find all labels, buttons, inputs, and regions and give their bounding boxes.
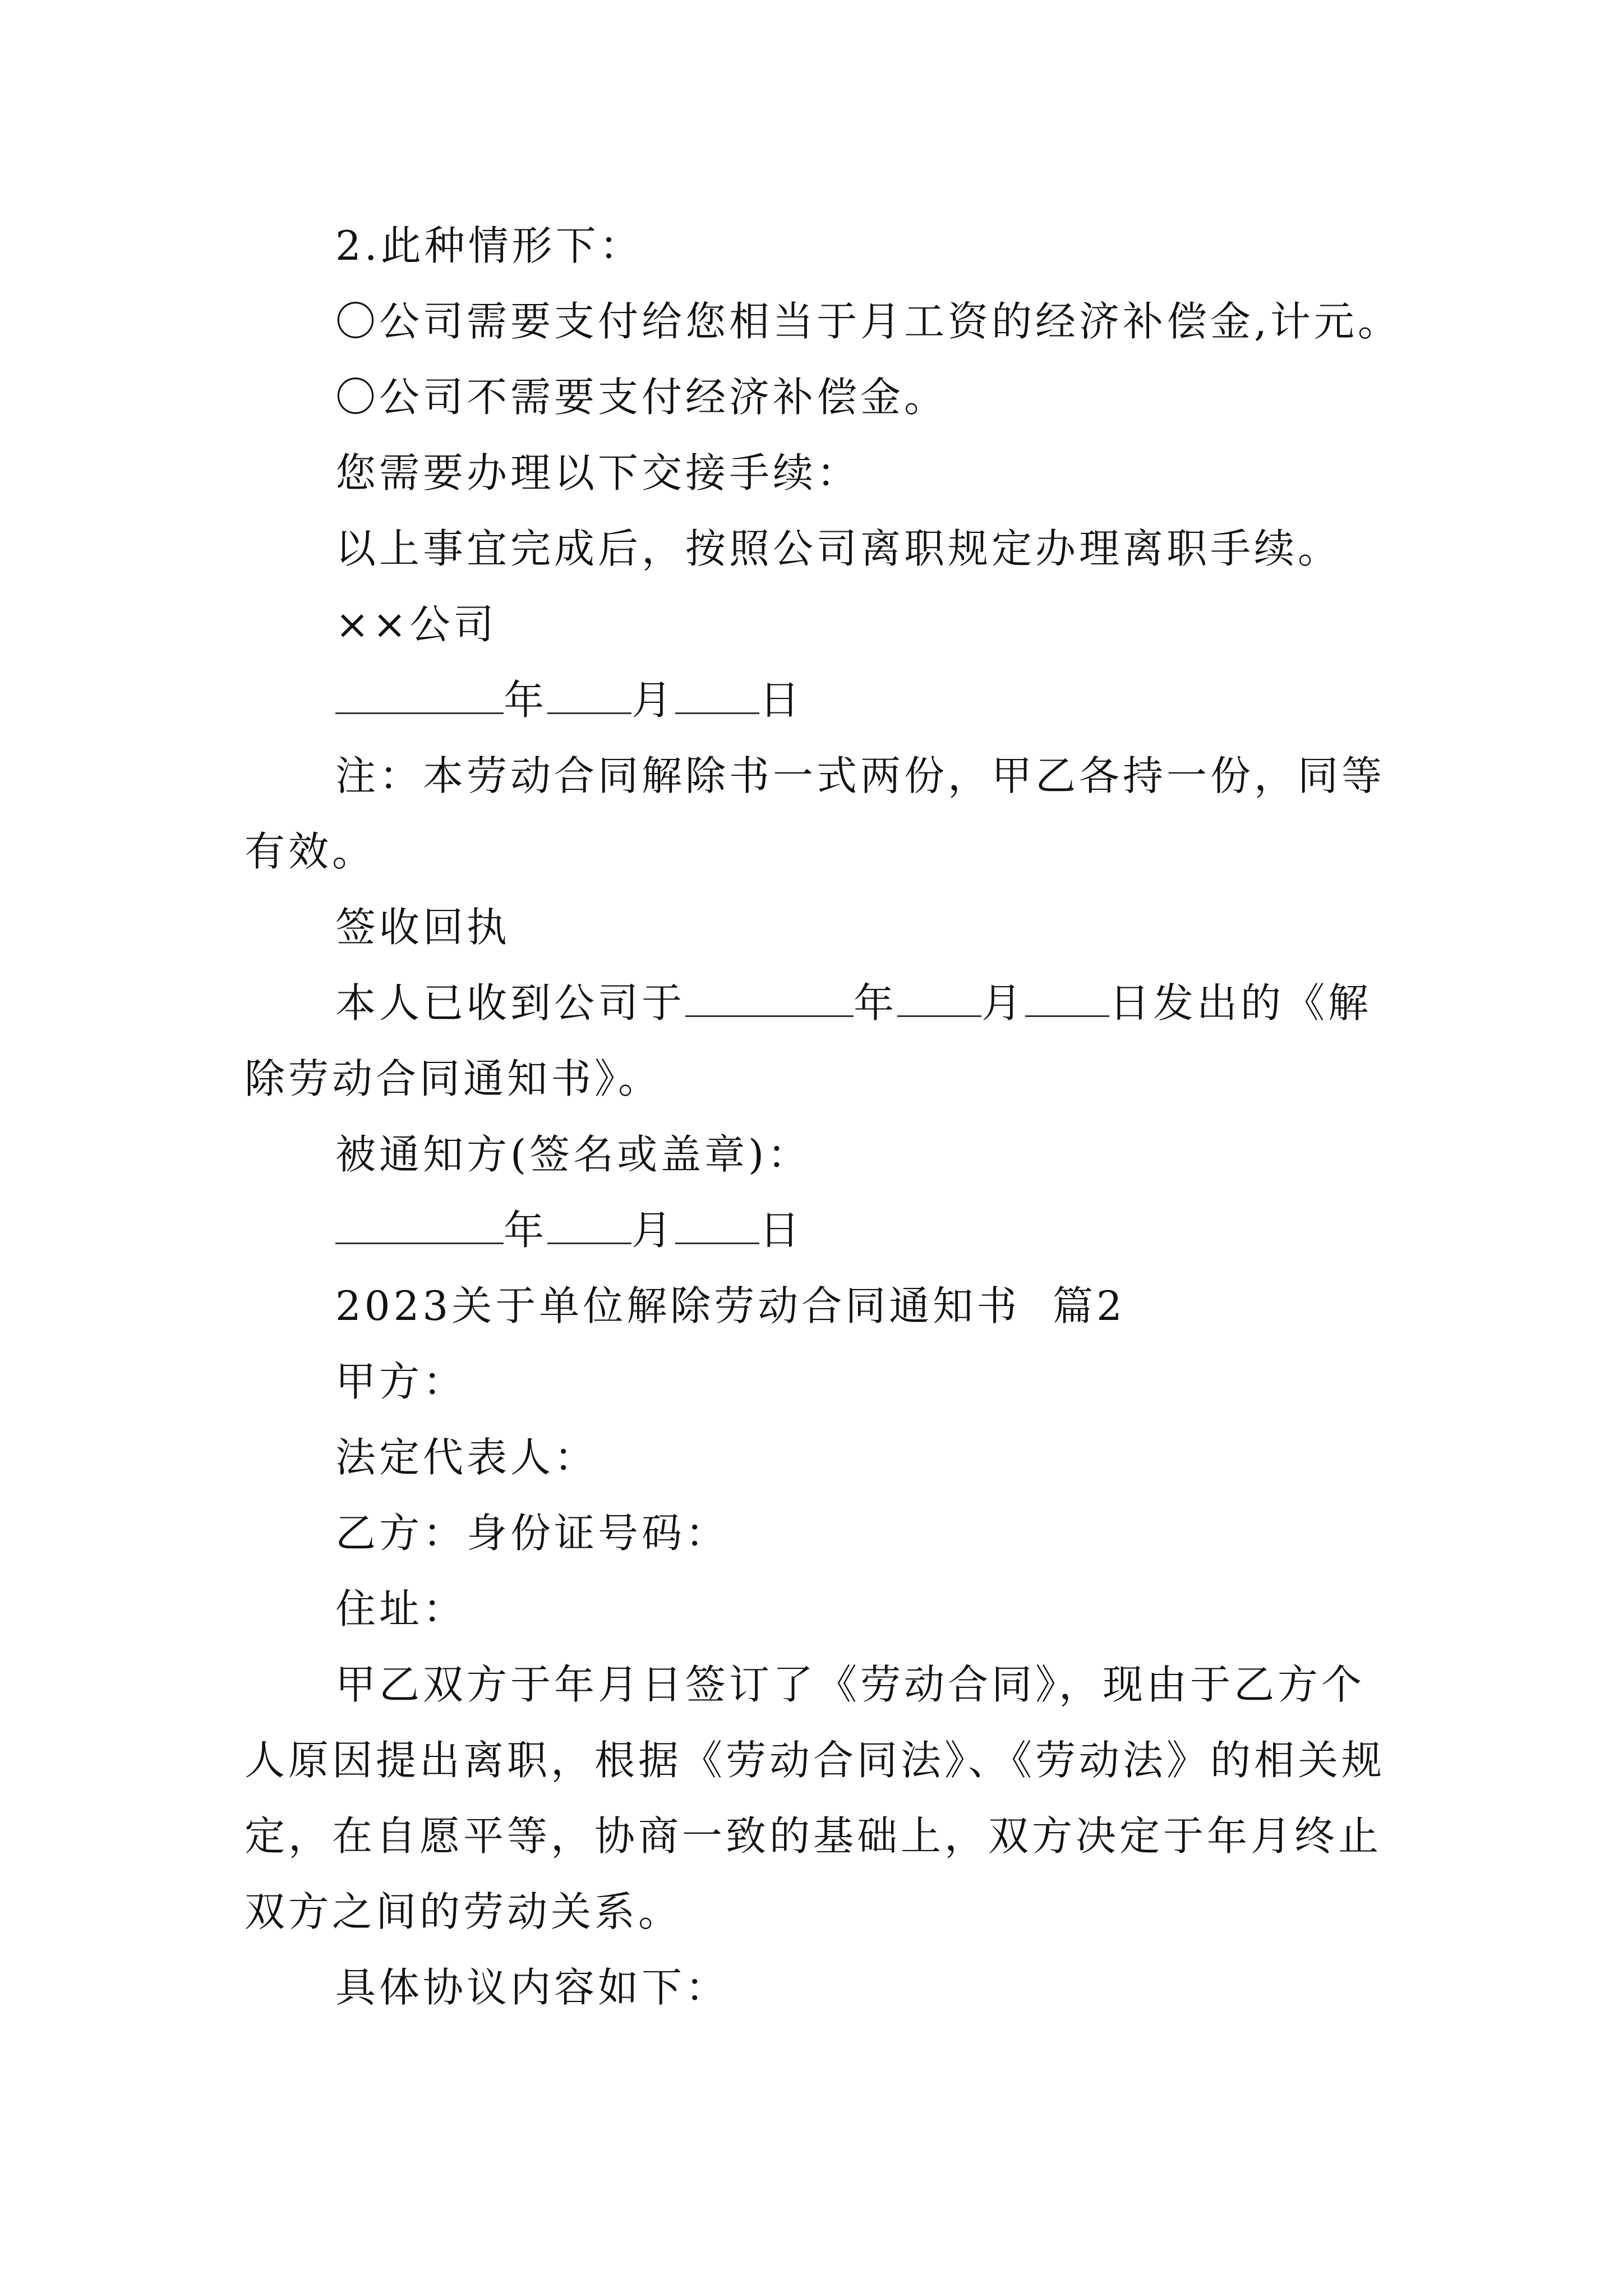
day-label: 日 bbox=[759, 677, 804, 724]
signer-day-label: 日 bbox=[759, 1207, 804, 1254]
receipt-line-2: 除劳动合同通知书》。 bbox=[245, 1055, 662, 1102]
company-name: ××公司 bbox=[335, 601, 497, 648]
receipt-month-label: 月 bbox=[981, 979, 1026, 1027]
receipt-day-suffix: 日发出的《解 bbox=[1109, 979, 1372, 1027]
completion-instruction: 以上事宜完成后，按照公司离职规定办理离职手续。 bbox=[335, 525, 1342, 572]
agreement-paragraph-line-3: 定，在自愿平等，协商一致的基础上，双方决定于年月终止 bbox=[245, 1812, 1382, 1860]
receipt-year-label: 年 bbox=[854, 979, 898, 1027]
signer-year-label: 年 bbox=[504, 1207, 548, 1254]
situation-heading: 2.此种情形下： bbox=[335, 222, 643, 269]
month-label: 月 bbox=[631, 677, 676, 724]
option-compensation: 〇公司需要支付给您相当于月工资的经济补偿金,计元。 bbox=[335, 298, 1401, 345]
signer-label: 被通知方(签名或盖章)： bbox=[335, 1131, 811, 1178]
day-blank bbox=[675, 678, 759, 714]
receipt-year-blank bbox=[685, 981, 854, 1017]
agreement-paragraph-line-2: 人原因提出离职，根据《劳动合同法》、《劳动法》的相关规 bbox=[245, 1737, 1386, 1784]
date-line bbox=[335, 673, 803, 727]
signer-year-blank bbox=[335, 1208, 504, 1244]
year-label: 年 bbox=[504, 677, 548, 724]
legal-representative-label: 法定代表人： bbox=[335, 1434, 598, 1481]
receipt-title: 签收回执 bbox=[335, 904, 511, 951]
note-line-2: 有效。 bbox=[245, 828, 376, 875]
receipt-line-1 bbox=[335, 976, 1372, 1030]
section-2-heading: 2023关于单位解除劳动合同通知书 篇2 bbox=[335, 1282, 1126, 1329]
handover-instruction: 您需要办理以下交接手续： bbox=[335, 449, 861, 496]
party-b-label: 乙方：身份证号码： bbox=[335, 1510, 730, 1557]
note-line-1: 注：本劳动合同解除书一式两份，甲乙各持一份，同等 bbox=[335, 752, 1386, 799]
signer-day-blank bbox=[675, 1208, 759, 1244]
agreement-paragraph-line-1: 甲乙双方于年月日签订了《劳动合同》，现由于乙方个 bbox=[335, 1661, 1366, 1708]
address-label: 住址： bbox=[335, 1585, 467, 1632]
year-blank bbox=[335, 678, 504, 714]
receipt-prefix: 本人已收到公司于 bbox=[335, 979, 686, 1027]
receipt-month-blank bbox=[897, 981, 981, 1017]
receipt-day-blank bbox=[1025, 981, 1109, 1017]
month-blank bbox=[547, 678, 631, 714]
signer-date-line bbox=[335, 1203, 803, 1257]
agreement-closing: 具体协议内容如下： bbox=[335, 1964, 730, 2011]
party-a-label: 甲方： bbox=[335, 1358, 467, 1405]
signer-month-blank bbox=[547, 1208, 631, 1244]
agreement-paragraph-line-4: 双方之间的劳动关系。 bbox=[245, 1888, 683, 1935]
signer-month-label: 月 bbox=[631, 1207, 676, 1254]
option-no-compensation: 〇公司不需要支付经济补偿金。 bbox=[335, 374, 948, 421]
